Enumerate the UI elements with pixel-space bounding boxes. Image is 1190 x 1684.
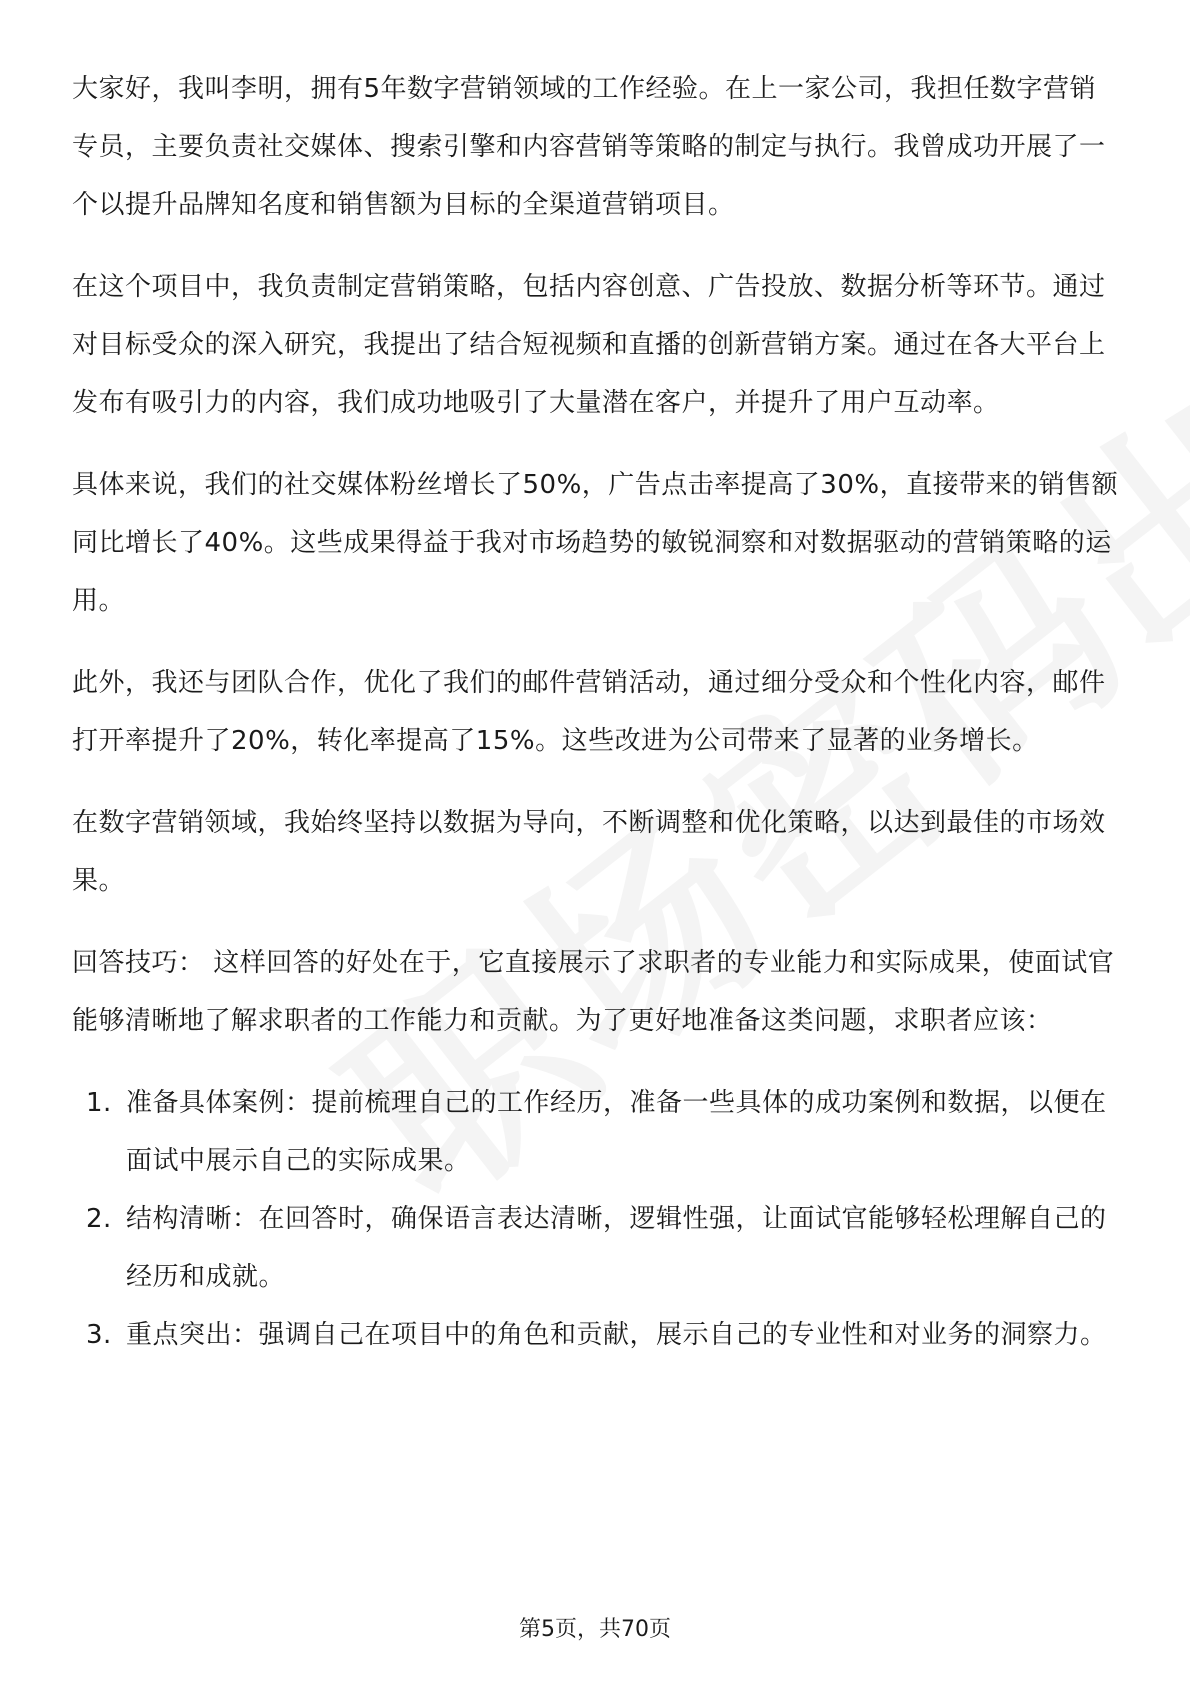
paragraph-intro: 大家好，我叫李明，拥有5年数字营销领域的工作经验。在上一家公司，我担任数字营销专员，主要负责社交媒体、搜索引擎和内容营销等策略的制定与执行。我曾成功开展了一个以提升品牌知名度和销售额为目标的全渠道营销项目。 (72, 74, 1106, 220)
page-number-footer: 第5页，共70页 (519, 1617, 671, 1642)
paragraph-email: 此外，我还与团队合作，优化了我们的邮件营销活动，通过细分受众和个性化内容，邮件打开率提升了20%，转化率提高了15%。这些改进为公司带来了显著的业务增长。 (72, 668, 1106, 756)
list-number: 3. (86, 1320, 112, 1350)
list-number: 1. (86, 1088, 112, 1118)
paragraph-results: 具体来说，我们的社交媒体粉丝增长了50%，广告点击率提高了30%，直接带来的销售额同比增长了40%。这些成果得益于我对市场趋势的敏锐洞察和对数据驱动的营销策略的运用。 (72, 470, 1119, 616)
list-number: 2. (86, 1204, 112, 1234)
list-text: 重点突出：强调自己在项目中的角色和贡献，展示自己的专业性和对业务的洞察力。 (126, 1320, 1107, 1350)
paragraph-summary: 在数字营销领域，我始终坚持以数据为导向，不断调整和优化策略，以达到最佳的市场效果。 (72, 808, 1106, 896)
list-item (72, 1306, 1122, 1364)
list-text: 准备具体案例：提前梳理自己的工作经历，准备一些具体的成功案例和数据，以便在面试中展示自己的实际成果。 (126, 1088, 1107, 1176)
tips-list (72, 1074, 1122, 1364)
paragraph-tips: 回答技巧： 这样回答的好处在于，它直接展示了求职者的专业能力和实际成果，使面试官能够清晰地了解求职者的工作能力和贡献。为了更好地准备这类问题，求职者应该： (72, 948, 1115, 1036)
list-item (72, 1190, 1122, 1306)
list-item (72, 1074, 1122, 1190)
paragraph-project: 在这个项目中，我负责制定营销策略，包括内容创意、广告投放、数据分析等环节。通过对目标受众的深入研究，我提出了结合短视频和直播的创新营销方案。通过在各大平台上发布有吸引力的内容，我们成功地吸引了大量潜在客户，并提升了用户互动率。 (72, 272, 1106, 418)
list-text: 结构清晰：在回答时，确保语言表达清晰，逻辑性强，让面试官能够轻松理解自己的经历和成就。 (126, 1204, 1107, 1292)
document-body (72, 60, 1122, 1364)
